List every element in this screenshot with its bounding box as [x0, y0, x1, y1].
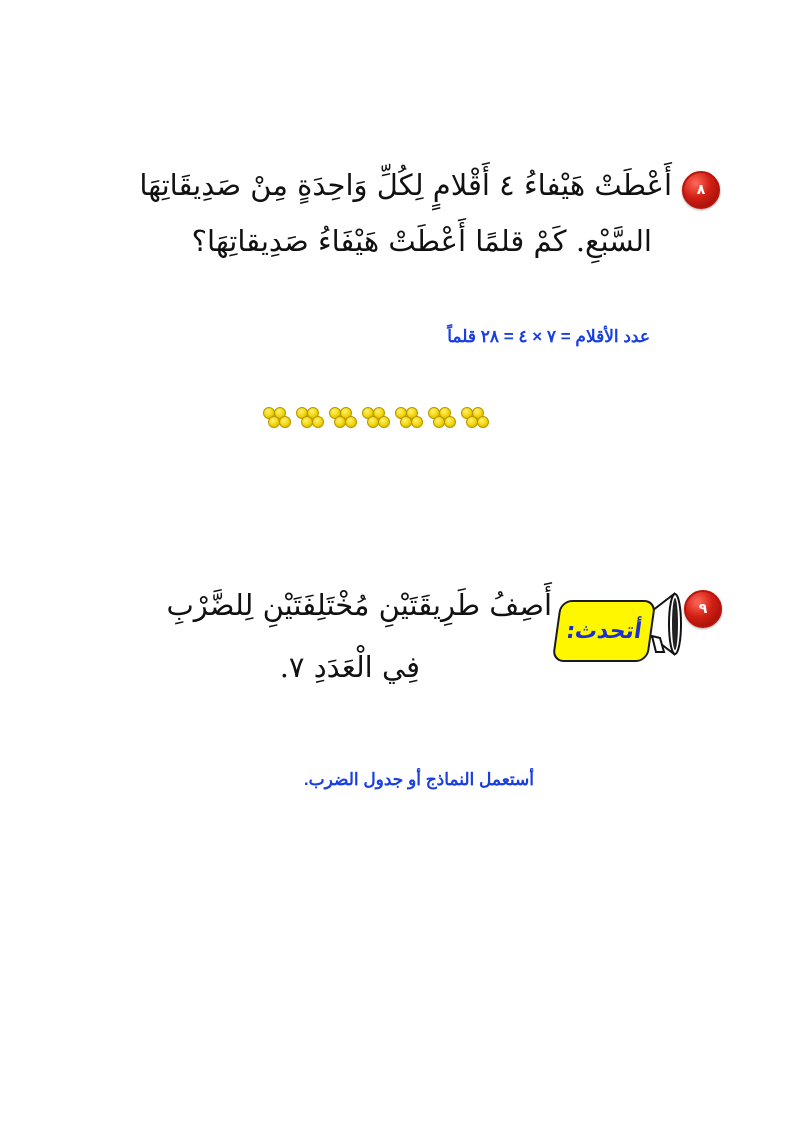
counter-dot	[477, 416, 489, 428]
question-9-answer: أستعمل النماذج أو جدول الضرب.	[303, 770, 534, 789]
counter-group	[263, 407, 292, 429]
question-9-number-badge: ٩	[684, 590, 722, 628]
counter-group	[428, 407, 457, 429]
counter-dots-illustration	[263, 407, 490, 429]
question-9-line-1: أَصِفُ طَرِيقَتَيْنِ مُخْتَلِفَتَيْنِ لِلضَّرْبِ	[166, 588, 552, 622]
counter-dot	[411, 416, 423, 428]
counter-group	[395, 407, 424, 429]
counter-dot	[444, 416, 456, 428]
counter-group	[362, 407, 391, 429]
question-8-line-1: أَعْطَتْ هَيْفاءُ ٤ أَقْلامٍ لِكُلِّ وَاحِدَةٍ مِنْ صَدِيقَاتِهَا	[139, 168, 672, 202]
counter-group	[329, 407, 358, 429]
counter-group	[296, 407, 325, 429]
question-8-answer: عدد الأقلام = ٧ × ٤ = ٢٨ قلماً	[447, 327, 650, 346]
counter-group	[461, 407, 490, 429]
counter-dot	[378, 416, 390, 428]
counter-dot	[279, 416, 291, 428]
question-8-number-badge: ٨	[682, 171, 720, 209]
counter-dot	[312, 416, 324, 428]
counter-dot	[345, 416, 357, 428]
speak-badge: أتحدث:	[552, 600, 657, 662]
question-8-line-2: السَّبْعِ. كَمْ قلمًا أَعْطَتْ هَيْفَاءُ صَدِيقاتِهَا؟	[191, 224, 652, 258]
question-9-line-2: فِي الْعَدَدِ ٧.	[279, 650, 420, 684]
